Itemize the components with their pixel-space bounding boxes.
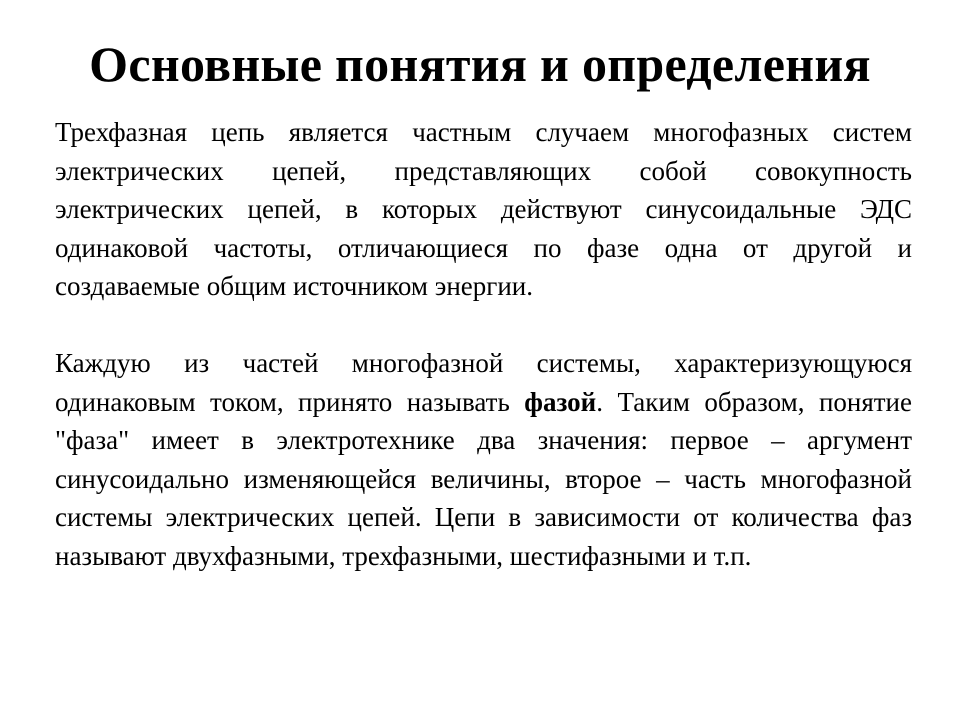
- slide-body: [55, 113, 912, 576]
- paragraph-phase-text-end: . Таким образом, понятие "фаза" имеет в электротехнике два значения: первое – аргумент синусоидально изменяющейся величины, второе – часть многофазной системы электрических цепей. Цепи в зависимости от количества фаз называют двухфазными, трехфазными, шестифазными и т.п.: [55, 386, 912, 571]
- paragraph-definition: Трехфазная цепь является частным случаем многофазных систем электрических цепей, представляющих собой совокупность электрических цепей, в которых действуют синусоидальные ЭДС одинаковой частоты, отличающиеся по фазе одна от другой и создаваемые общим источником энергии.: [55, 117, 912, 302]
- paragraph-phase-text-start: Каждую из частей многофазной системы, характеризующуюся одинаковым током, принято называть: [55, 347, 912, 417]
- term-phase: фазой: [524, 386, 597, 417]
- slide-title: Основные понятия и определения: [89, 36, 871, 92]
- paragraph-phase: [55, 344, 912, 576]
